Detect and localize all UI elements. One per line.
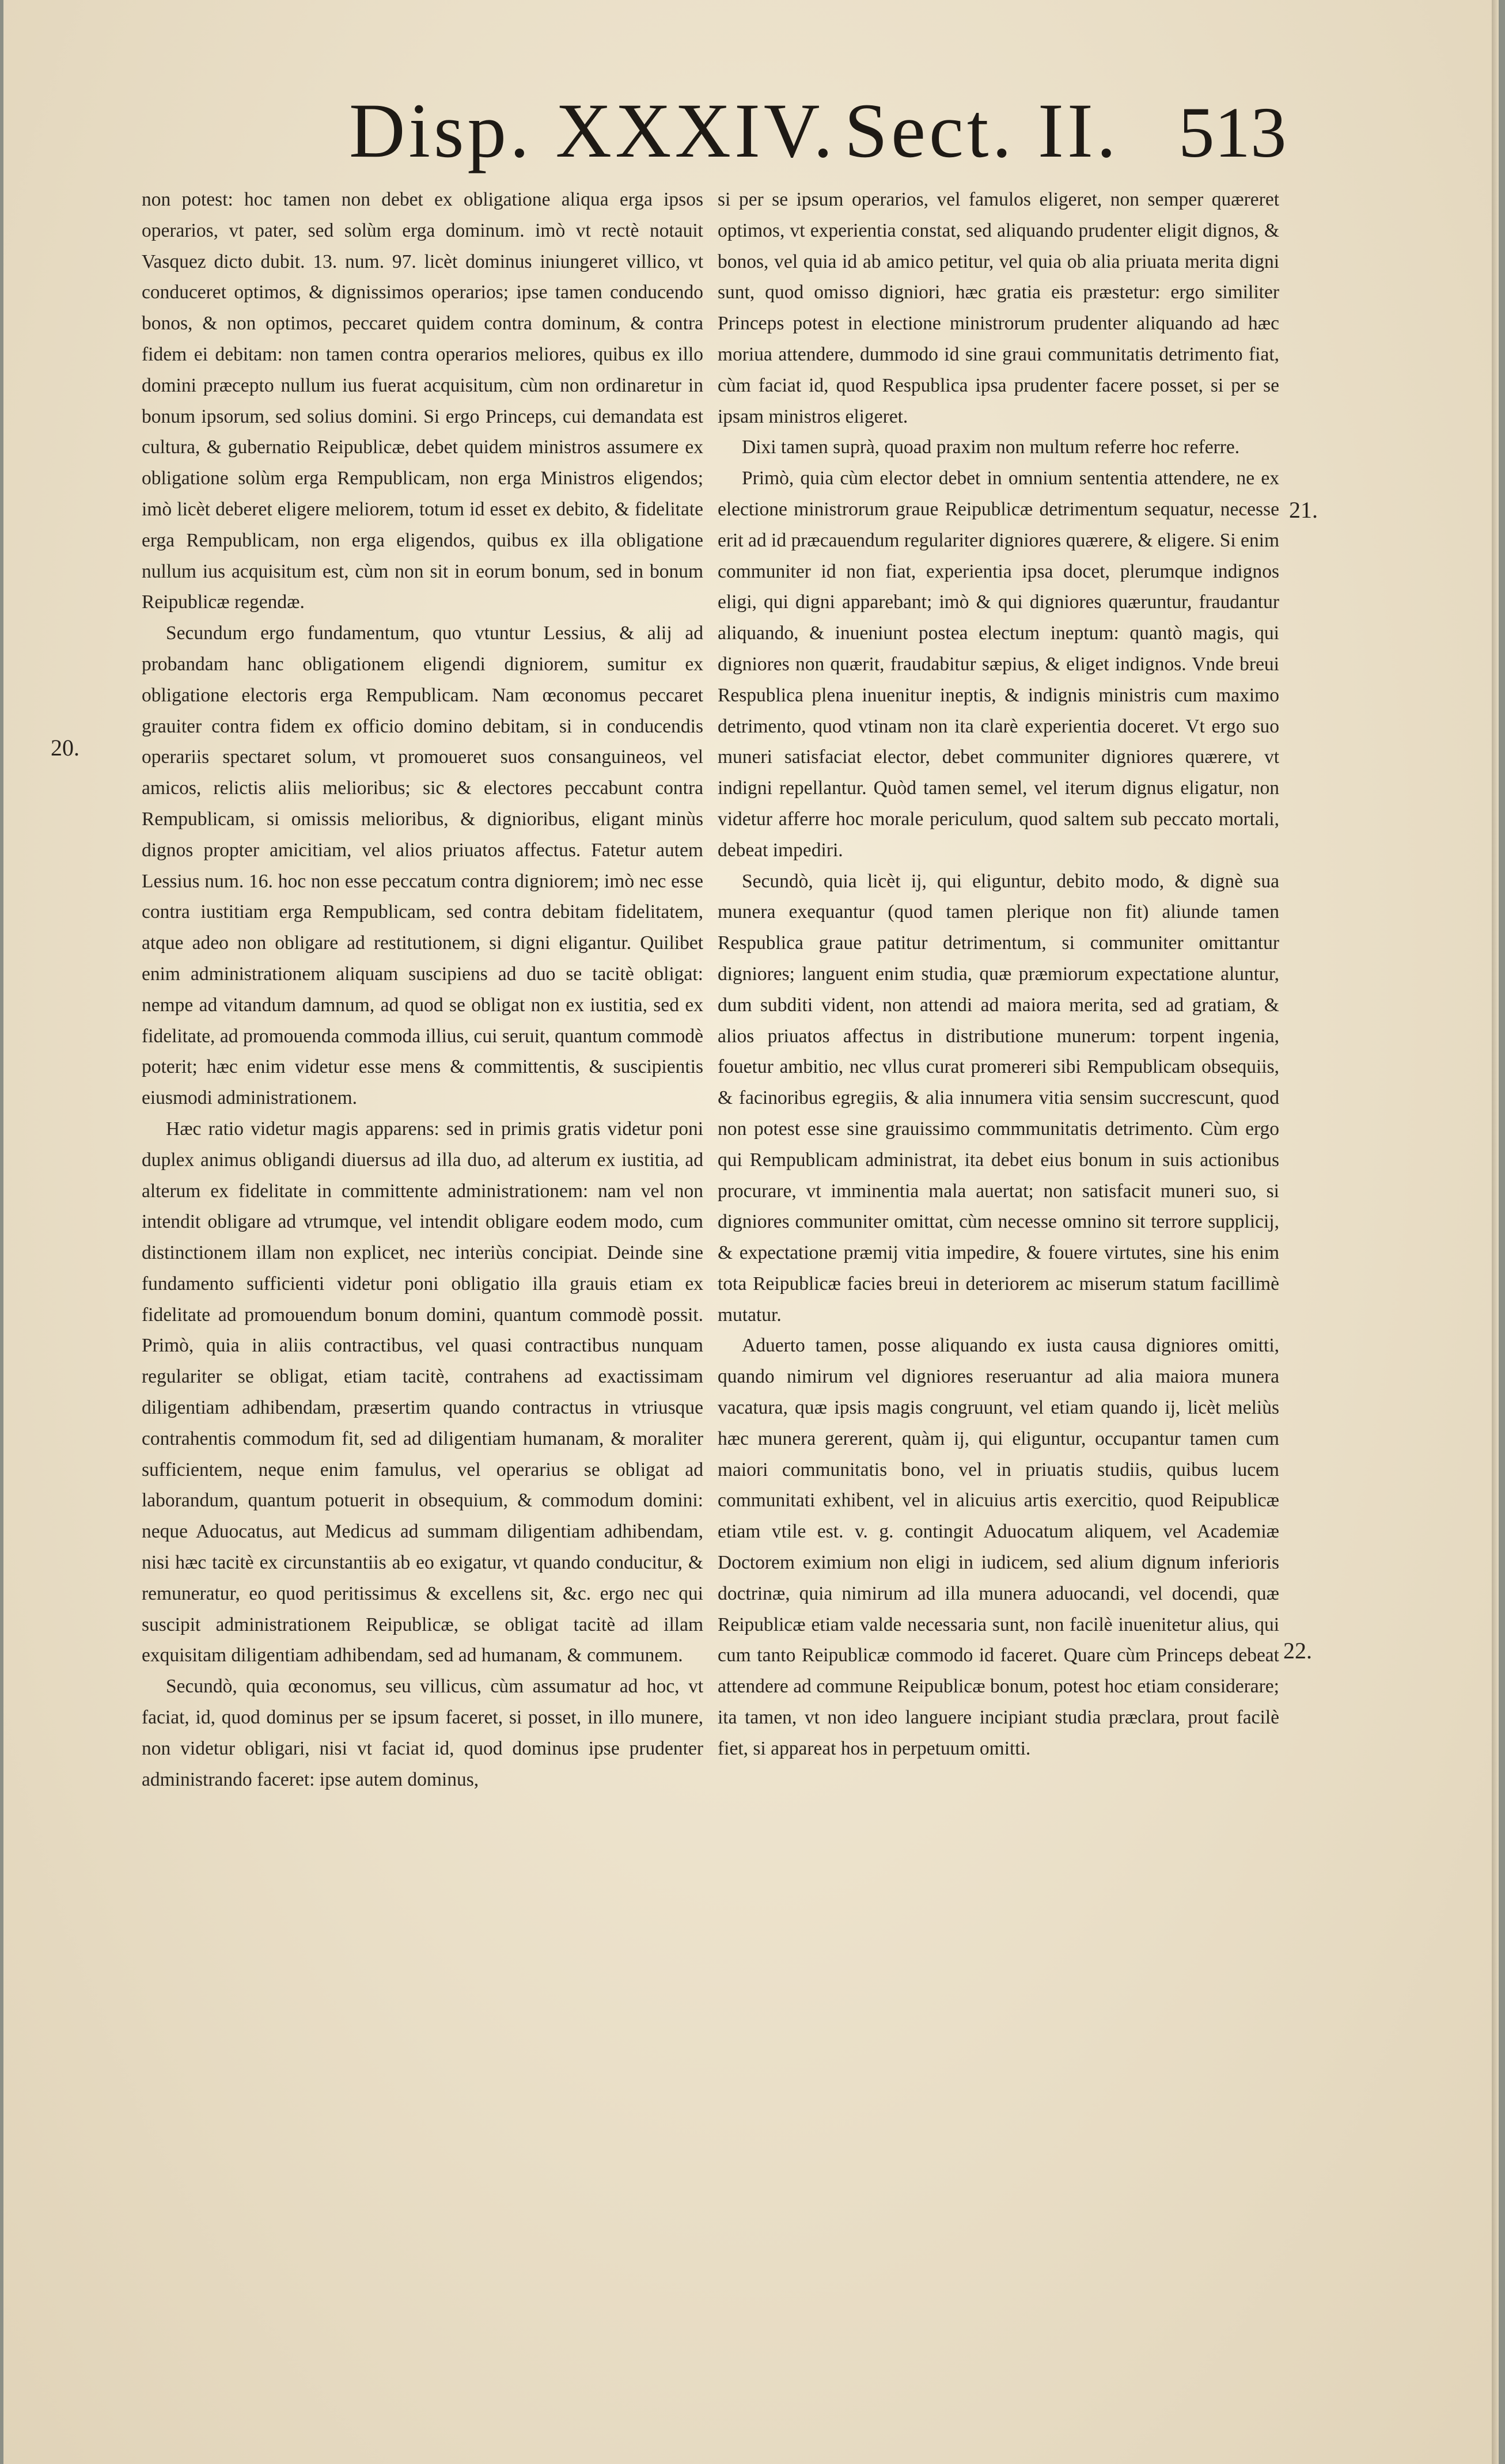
margin-number-21: 21. xyxy=(1289,497,1318,523)
paragraph: non potest: hoc tamen non debet ex obligatione aliqua erga ipsos operarios, vt pater, sed solùm erga dominum. imò vt rectè notauit Vasquez dicto dubit. 13. num. 97. licèt dominus iniungeret villico, vt conduceret optimos, & dignissimos operarios; ipse tamen conducendo bonos, & non optimos, peccaret quidem contra dominum, & contra fidem ei debitam: non tamen contra operarios meliores, quibus ex illo domini præcepto nullum ius fuerat acquisitum, cùm non ordinaretur in bonum ipsorum, sed solius domini. Si ergo Princeps, cui demandata est cultura, & gubernatio Reipublicæ, debet quidem ministros assumere ex obligatione solùm erga Rempublicam, non erga Ministros eligendos; imò licèt deberet eligere meliorem, totum id esset ex debito, & fidelitate erga Rempublicam, non erga eligendos, quibus ex illa obligatione nullum ius acquisitum est, cùm non sit in eorum bonum, sed in bonum Reipublicæ regendæ. xyxy=(142,189,703,613)
running-header xyxy=(3,86,1499,173)
paragraph: Dixi tamen suprà, quoad praxim non multum referre hoc referre. xyxy=(742,436,1240,458)
page-number: 513 xyxy=(1178,93,1287,173)
section-heading: Sect. II. xyxy=(844,88,1120,174)
right-column xyxy=(718,184,1279,1764)
paragraph: Hæc ratio videtur magis apparens: sed in primis gratis videtur poni duplex animus obligandi diuersus ad illa duo, ad alterum ex iustitia, ad alterum ex fidelitate in committente administrationem: nam vel non intendit obligare ad vtrumque, vel intendit obligare eodem modo, cum distinctionem illam non explicet, nec interiùs concipiat. Deinde sine fundamento sufficienti videtur poni obligatio illa grauis etiam ex fidelitate ad promouendum bonum domini, quantum commodè possit. Primò, quia in aliis contractibus, vel quasi contractibus nunquam regulariter se obligat, etiam tacitè, contrahens ad exactissimam diligentiam adhibendam, præsertim quando contractus in vtriusque contrahentis commodum fit, sed ad diligentiam humanam, & moraliter sufficientem, neque enim famulus, vel operarius se obligat ad laborandum, quantum potuerit in obsequium, & commodum domini: neque Aduocatus, aut Medicus ad summam diligentiam adhibendam, nisi hæc tacitè ex circunstantiis ab eo exigatur, vt quando conducitur, & remuneratur, eo quod peritissimus & excellens sit, &c. ergo nec qui suscipit administrationem Reipublicæ, se obligat tacitè ad illam exquisitam diligentiam adhibendam, sed ad humanam, & communem. xyxy=(142,1118,703,1666)
margin-number-22: 22. xyxy=(1283,1638,1312,1664)
paragraph: Secundò, quia œconomus, seu villicus, cùm assumatur ad hoc, vt faciat, id, quod dominus per se ipsum faceret, si posset, in illo munere, non videtur obligari, nisi vt faciat id, quod dominus ipse prudenter administrando faceret: ipse autem dominus, xyxy=(142,1676,703,1790)
paragraph: Secundum ergo fundamentum, quo vtuntur Lessius, & alij ad probandam hanc obligationem eligendi digniorem, sumitur ex obligatione electoris erga Rempublicam. Nam œconomus peccaret grauiter contra fidem ex officio domino debitam, si in conducendis operariis spectaret solum, vt promoueret suos consanguineos, vel amicos, relictis aliis melioribus; sic & electores peccabunt contra Rempublicam, si omissis melioribus, & dignioribus, eligant minùs dignos propter amicitiam, vel alios priuatos affectus. Fatetur autem Lessius num. 16. hoc non esse peccatum contra digniorem; imò nec esse contra iustitiam erga Rempublicam, sed contra debitam fidelitatem, atque adeo non obligare ad restitutionem, si digni eligantur. Quilibet enim administrationem aliquam suscipiens ad duo se tacitè obligat: nempe ad vitandum damnum, ad quod se obligat non ex iustitia, sed ex fidelitate, ad promouenda commoda illius, cui seruit, quantum commodè poterit; hæc enim videtur esse mens & committentis, & suscipientis eiusmodi administrationem. xyxy=(142,622,703,1109)
book-page xyxy=(3,0,1499,2464)
margin-number-20: 20. xyxy=(51,735,79,761)
paragraph: Secundò, quia licèt ij, qui eliguntur, debito modo, & dignè sua munera exequantur (quod tamen plerique non fit) aliunde tamen Respublica graue patitur detrimentum, si communiter omittantur digniores; languent enim studia, quæ præmiorum expectatione aluntur, dum subditi vident, non attendi ad maiora merita, sed ad gratiam, & alios priuatos affectus in distributione munerum: torpent ingenia, fouetur ambitio, nec vllus curat promereri sibi Rempublicam obsequiis, & facinoribus egregiis, & alia innumera vitia sensim succrescunt, quod non potest esse sine grauissimo commmunitatis detrimento. Cùm ergo qui Rempublicam administrat, ita debet eius bonum in suis actionibus procurare, vt imminentia mala auertat; non satisfacit muneri suo, si digniores communiter omittat, cùm necesse omnino sit terrore supplicij, & expectatione præmij vitia impedire, & fouere virtutes, sine his enim tota Reipublicæ facies breui in deteriorem ac miserum statum facillimè mutatur. xyxy=(718,870,1279,1326)
paragraph: Primò, quia cùm elector debet in omnium sententia attendere, ne ex electione ministrorum graue Reipublicæ detrimentum sequatur, necesse erit ad id præcauendum regulariter digniores quærere, & eligere. Si enim communiter id non fiat, experientia ipsa docet, plerumque indignos eligi, qui digni apparebant; imò & qui digniores quæruntur, fraudantur aliquando, & inueniunt postea electum ineptum: quantò magis, qui digniores non quærit, fraudabitur sæpius, & eliget indignos. Vnde breui Respublica plena inuenitur ineptis, & indignis ministris cum maximo detrimento, quod vtinam non ita clarè experientia doceret. Vt ergo suo muneri satisfaciat elector, debet communiter digniores quærere, vt indigni repellantur. Quòd tamen semel, vel iterum dignus eligatur, non videtur afferre hoc morale periculum, quod saltem sub peccato mortali, debeat impediri. xyxy=(718,468,1279,861)
disputation-heading: Disp. XXXIV. xyxy=(349,88,836,174)
page-edge-shadow xyxy=(1492,0,1499,2464)
paragraph: si per se ipsum operarios, vel famulos eligeret, non semper quæreret optimos, vt experientia constat, sed aliquando prudenter eligit dignos, & bonos, vel quia id ab amico petitur, vel quia ob alia priuata merita digni sunt, quod omisso digniori, hæc gratia eis præstetur: ergo similiter Princeps potest in electione ministrorum prudenter aliquando ad hæc moriua attendere, dummodo id sine graui communitatis detrimento fiat, cùm faciat id, quod Respublica ipsa prudenter facere posset, si per se ipsam ministros eligeret. xyxy=(718,189,1279,427)
left-column xyxy=(142,184,703,1795)
paragraph: Aduerto tamen, posse aliquando ex iusta causa digniores omitti, quando nimirum vel digniores reseruantur ad alia maiora munera vacatura, quæ ipsis magis congruunt, vel etiam quando ij, licèt meliùs hæc munera gererent, quàm ij, qui eliguntur, occupantur tamen cum maiori communitatis bono, vel in priuatis studiis, quibus lucem communitati exhibent, vel in alicuius artis exercitio, quod Reipublicæ etiam vtile est. v. g. contingit Aduocatum aliquem, vel Academiæ Doctorem eximium non eligi in iudicem, sed alium dignum inferioris doctrinæ, quia nimirum ad illa munera aduocandi, vel docendi, quæ Reipublicæ etiam valde necessaria sunt, non facilè inuenitetur alius, qui cum tanto Reipublicæ commodo id faceret. Quare cùm Princeps debeat attendere ad commune Reipublicæ bonum, potest hoc etiam considerare; ita tamen, vt non ideo languere incipiant studia præclara, prout facilè fiet, si appareat hos in perpetuum omitti. xyxy=(718,1335,1279,1759)
